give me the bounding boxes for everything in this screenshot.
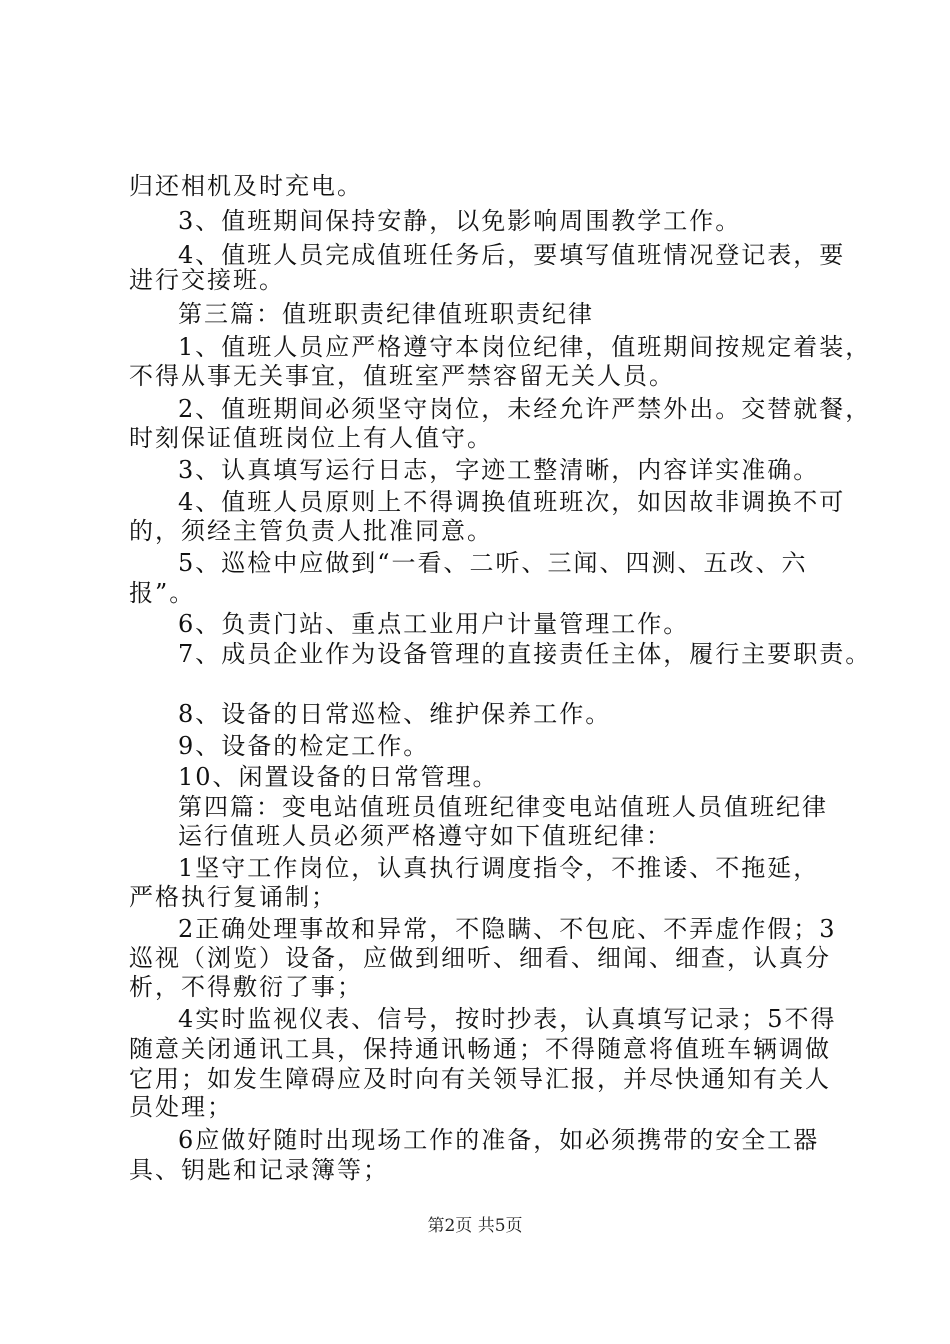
text-line: 运行值班人员必须严格遵守如下值班纪律： bbox=[178, 822, 672, 850]
text-line: 时刻保证值班岗位上有人值守。 bbox=[129, 424, 493, 452]
text-line: 8、设备的日常巡检、维护保养工作。 bbox=[178, 700, 612, 728]
text-line: 6应做好随时出现场工作的准备，如必须携带的安全工器 bbox=[178, 1126, 820, 1154]
text-line: 3、值班期间保持安静，以免影响周围教学工作。 bbox=[178, 207, 742, 235]
text-line: 报”。 bbox=[129, 579, 196, 607]
text-line: 员处理； bbox=[129, 1093, 233, 1121]
text-line: 6、负责门站、重点工业用户计量管理工作。 bbox=[178, 610, 690, 638]
page-number-footer: 第2页 共5页 bbox=[427, 1216, 523, 1236]
text-line: 9、设备的检定工作。 bbox=[178, 732, 430, 760]
text-line: 7、成员企业作为设备管理的直接责任主体，履行主要职责。 bbox=[178, 640, 872, 668]
section-heading: 第三篇：值班职责纪律值班职责纪律 bbox=[178, 300, 594, 328]
text-line: 5、巡检中应做到“一看、二听、三闻、四测、五改、六 bbox=[178, 549, 808, 577]
text-line: 严格执行复诵制； bbox=[129, 883, 337, 911]
text-line: 10、闲置设备的日常管理。 bbox=[178, 763, 499, 791]
text-line: 1坚守工作岗位，认真执行调度指令，不推诿、不拖延， bbox=[178, 854, 820, 882]
text-line: 归还相机及时充电。 bbox=[129, 172, 363, 200]
text-line: 3、认真填写运行日志，字迹工整清晰，内容详实准确。 bbox=[178, 456, 820, 484]
text-line: 进行交接班。 bbox=[129, 266, 285, 294]
text-line: 2、值班期间必须坚守岗位，未经允许严禁外出。交替就餐， bbox=[178, 395, 872, 423]
text-line: 具、钥匙和记录簿等； bbox=[129, 1156, 389, 1184]
text-line: 4、值班人员完成值班任务后，要填写值班情况登记表，要 bbox=[178, 241, 846, 269]
text-line: 析，不得敷衍了事； bbox=[129, 973, 363, 1001]
text-line: 1、值班人员应严格遵守本岗位纪律，值班期间按规定着装， bbox=[178, 333, 872, 361]
text-line: 不得从事无关事宜，值班室严禁容留无关人员。 bbox=[129, 362, 675, 390]
text-line: 它用；如发生障碍应及时向有关领导汇报，并尽快通知有关人 bbox=[129, 1065, 831, 1093]
section-heading: 第四篇：变电站值班员值班纪律变电站值班人员值班纪律 bbox=[178, 793, 828, 821]
text-line: 2正确处理事故和异常，不隐瞒、不包庇、不弄虚作假；3 bbox=[178, 915, 837, 943]
text-line: 4、值班人员原则上不得调换值班班次，如因故非调换不可 bbox=[178, 488, 846, 516]
text-line: 巡视（浏览）设备，应做到细听、细看、细闻、细查，认真分 bbox=[129, 944, 831, 972]
text-line: 的，须经主管负责人批准同意。 bbox=[129, 517, 493, 545]
text-line: 随意关闭通讯工具，保持通讯畅通；不得随意将值班车辆调做 bbox=[129, 1035, 831, 1063]
text-line: 4实时监视仪表、信号，按时抄表，认真填写记录；5不得 bbox=[178, 1005, 837, 1033]
